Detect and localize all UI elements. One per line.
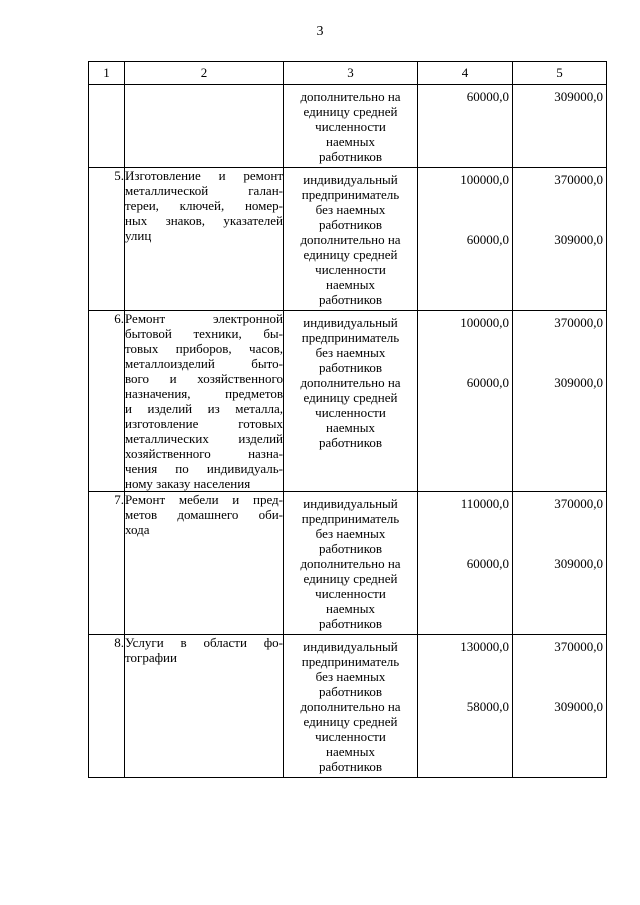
value-col-4: 60000,0 xyxy=(466,89,509,104)
payer-category-line: работников xyxy=(318,616,383,631)
column-header-3: 3 xyxy=(284,62,418,85)
column-4-values xyxy=(418,492,513,635)
value-col-4: 100000,0 xyxy=(460,172,509,187)
value-col-5: 370000,0 xyxy=(554,315,603,330)
value-col-4: 130000,0 xyxy=(460,639,509,654)
payer-category-line: работников xyxy=(318,149,383,164)
column-4-values xyxy=(418,168,513,311)
service-name xyxy=(125,635,284,778)
value-col-4: 58000,0 xyxy=(466,699,509,714)
service-name-line: металлоизделий быто- xyxy=(125,356,283,371)
service-name-line: метов домашнего оби- xyxy=(125,507,283,522)
column-5-values xyxy=(513,635,607,778)
payer-category-item xyxy=(284,699,417,777)
service-name xyxy=(125,85,284,168)
payer-category-line: индивидуальный xyxy=(303,639,398,654)
service-name-line: хода xyxy=(125,522,150,537)
payer-category xyxy=(284,492,418,635)
table-row xyxy=(89,492,607,635)
service-name-line: улиц xyxy=(125,228,152,243)
table-row xyxy=(89,85,607,168)
table-body xyxy=(89,85,607,778)
service-name-line: и изделий из металла, xyxy=(125,401,283,416)
page-number: 3 xyxy=(316,24,324,39)
row-number: 6. xyxy=(89,311,125,492)
payer-category-line: работников xyxy=(318,759,383,774)
column-5-values xyxy=(513,311,607,492)
value-col-4: 60000,0 xyxy=(466,375,509,390)
payer-category-line: предприниматель xyxy=(301,187,400,202)
payer-category-line: наемных xyxy=(326,744,375,759)
value-col-4: 60000,0 xyxy=(466,232,509,247)
payer-category-line: предприниматель xyxy=(301,511,400,526)
service-name-line: Ремонт мебели и пред- xyxy=(125,492,283,507)
payer-category-line: численности xyxy=(315,262,386,277)
column-header-2: 2 xyxy=(125,62,284,85)
payer-category-line: наемных xyxy=(326,277,375,292)
value-col-5: 309000,0 xyxy=(554,89,603,104)
service-name-line: Услуги в области фо- xyxy=(125,635,283,650)
payer-category xyxy=(284,168,418,311)
rates-table xyxy=(88,61,607,778)
payer-category-line: работников xyxy=(318,292,383,307)
payer-category-line: дополнительно на xyxy=(300,699,401,714)
payer-category xyxy=(284,85,418,168)
service-name-line: изготовление готовых xyxy=(125,416,283,431)
row-number: 7. xyxy=(89,492,125,635)
service-name-line: Ремонт электронной xyxy=(125,311,283,326)
row-number xyxy=(89,85,125,168)
payer-category-line: единицу средней xyxy=(303,247,398,262)
payer-category-item xyxy=(284,232,417,310)
payer-category-line: индивидуальный xyxy=(303,172,398,187)
column-5-values xyxy=(513,168,607,311)
payer-category-line: численности xyxy=(315,119,386,134)
payer-category-line: индивидуальный xyxy=(303,496,398,511)
service-name-line: бытовой техники, бы- xyxy=(125,326,283,341)
payer-category-line: численности xyxy=(315,586,386,601)
column-5-values xyxy=(513,492,607,635)
payer-category-line: численности xyxy=(315,729,386,744)
column-4-values xyxy=(418,635,513,778)
column-4-values xyxy=(418,85,513,168)
value-col-5: 370000,0 xyxy=(554,172,603,187)
service-name-line: товых приборов, часов, xyxy=(125,341,283,356)
service-name xyxy=(125,168,284,311)
service-name-line: ных знаков, указателей xyxy=(125,213,283,228)
payer-category-item xyxy=(284,375,417,453)
service-name-line: металлических изделий xyxy=(125,431,283,446)
table-row xyxy=(89,635,607,778)
service-name-line: ному заказу населения xyxy=(125,476,251,491)
service-name-line: хозяйственного назна- xyxy=(125,446,283,461)
table-header-row xyxy=(89,62,607,85)
payer-category-line: наемных xyxy=(326,134,375,149)
payer-category-item xyxy=(284,492,417,556)
payer-category xyxy=(284,635,418,778)
service-name-line: тографии xyxy=(125,650,177,665)
column-4-values xyxy=(418,311,513,492)
payer-category-item xyxy=(284,168,417,232)
payer-category-line: работников xyxy=(318,435,383,450)
value-col-4: 60000,0 xyxy=(466,556,509,571)
payer-category-item xyxy=(284,85,417,167)
payer-category-line: дополнительно на xyxy=(300,375,401,390)
value-col-5: 309000,0 xyxy=(554,699,603,714)
payer-category-item xyxy=(284,635,417,699)
service-name-line: чения по индивидуаль- xyxy=(125,461,283,476)
service-name-line: назначения, предметов xyxy=(125,386,283,401)
value-col-5: 309000,0 xyxy=(554,556,603,571)
row-number: 5. xyxy=(89,168,125,311)
service-name-line: металлической галан- xyxy=(125,183,283,198)
column-header-5: 5 xyxy=(513,62,607,85)
value-col-5: 309000,0 xyxy=(554,232,603,247)
payer-category-line: без наемных xyxy=(315,669,386,684)
service-name-line: тереи, ключей, номер- xyxy=(125,198,283,213)
payer-category-line: единицу средней xyxy=(303,714,398,729)
payer-category xyxy=(284,311,418,492)
payer-category-line: единицу средней xyxy=(303,104,398,119)
payer-category-line: дополнительно на xyxy=(300,232,401,247)
payer-category-line: единицу средней xyxy=(303,571,398,586)
payer-category-line: работников xyxy=(318,541,383,556)
payer-category-line: без наемных xyxy=(315,526,386,541)
payer-category-line: индивидуальный xyxy=(303,315,398,330)
payer-category-line: наемных xyxy=(326,601,375,616)
payer-category-line: работников xyxy=(318,360,383,375)
service-name-line: вого и хозяйственного xyxy=(125,371,283,386)
payer-category-line: предприниматель xyxy=(301,330,400,345)
payer-category-line: дополнительно на xyxy=(300,556,401,571)
row-number: 8. xyxy=(89,635,125,778)
payer-category-line: без наемных xyxy=(315,345,386,360)
payer-category-line: предприниматель xyxy=(301,654,400,669)
value-col-5: 370000,0 xyxy=(554,639,603,654)
value-col-5: 370000,0 xyxy=(554,496,603,511)
payer-category-item xyxy=(284,556,417,634)
service-name-line: Изготовление и ремонт xyxy=(125,168,283,183)
payer-category-line: без наемных xyxy=(315,202,386,217)
payer-category-line: численности xyxy=(315,405,386,420)
payer-category-line: работников xyxy=(318,217,383,232)
table-row xyxy=(89,311,607,492)
column-header-1: 1 xyxy=(89,62,125,85)
table-row xyxy=(89,168,607,311)
value-col-5: 309000,0 xyxy=(554,375,603,390)
service-name xyxy=(125,492,284,635)
payer-category-item xyxy=(284,311,417,375)
payer-category-line: работников xyxy=(318,684,383,699)
column-5-values xyxy=(513,85,607,168)
payer-category-line: дополнительно на xyxy=(300,89,401,104)
payer-category-line: наемных xyxy=(326,420,375,435)
value-col-4: 110000,0 xyxy=(460,496,509,511)
service-name xyxy=(125,311,284,492)
column-header-4: 4 xyxy=(418,62,513,85)
value-col-4: 100000,0 xyxy=(460,315,509,330)
payer-category-line: единицу средней xyxy=(303,390,398,405)
